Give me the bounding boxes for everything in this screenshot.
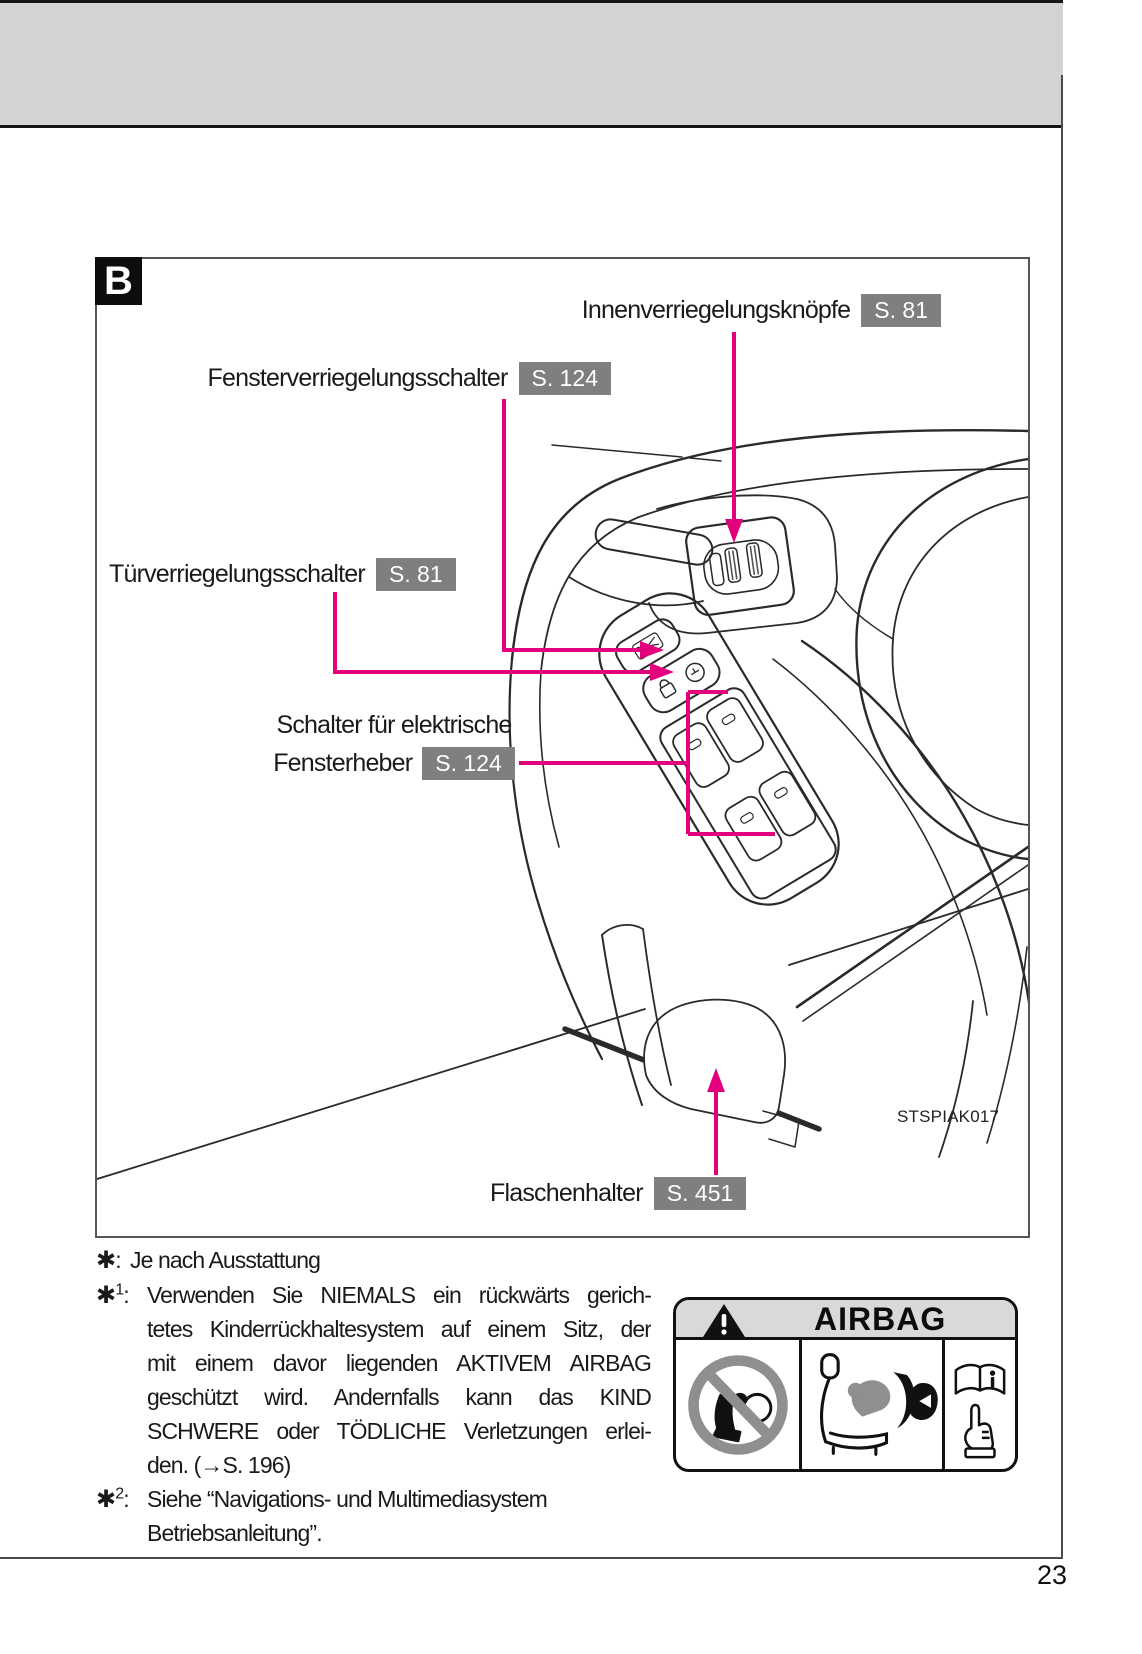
callout-power-window-line2: Fensterheber <box>273 749 413 777</box>
page-ref-badge: S. 81 <box>376 558 456 591</box>
callout-power-window-line1: Schalter für elektrische <box>276 711 512 739</box>
figure-code: STSPIAK017 <box>897 1107 1000 1126</box>
no-rearward-child-seat-icon <box>676 1340 802 1469</box>
chapter-header-band <box>0 0 1063 128</box>
footnote-1-line: Verwenden Sie NIEMALS ein rückwärts gerich- <box>147 1282 651 1308</box>
callout-door-lock <box>109 558 456 591</box>
footnote-1-line: mit einem davor liegenden AKTIVEM AIRBAG <box>147 1350 651 1376</box>
callout-bottle-holder-label: Flaschenhalter <box>490 1179 643 1207</box>
warning-triangle-icon <box>702 1303 746 1339</box>
footnote-1 <box>96 1278 652 1482</box>
page-bottom-border <box>0 1557 1063 1559</box>
footnote-2-line: Siehe “Navigations- und Multimediasystem <box>147 1486 547 1512</box>
page-number: 23 <box>1036 1560 1067 1590</box>
footnote-marker: ✱$^2$: <box>96 1485 129 1513</box>
callout-door-lock-label: Türverriegelungsschalter <box>109 560 365 588</box>
footnote-1-line: geschützt wird. Andernfalls kann das KIND <box>147 1384 651 1410</box>
footnote-2 <box>96 1482 652 1550</box>
callout-inner-lock <box>582 294 941 327</box>
page-right-border <box>1061 75 1063 1559</box>
arrowhead-window-lock <box>640 641 664 659</box>
page-ref-badge: S. 124 <box>519 362 612 395</box>
callout-bottle-holder <box>490 1177 746 1210</box>
bracket-power-window <box>519 692 775 834</box>
page-ref-badge: S. 451 <box>654 1177 747 1210</box>
arrowhead-door-lock <box>650 663 674 681</box>
footnote-2-line: Betriebsanleitung”. <box>147 1520 322 1546</box>
callout-window-lock <box>208 362 611 395</box>
door-interior-illustration <box>97 259 1028 1236</box>
door-panel-figure <box>95 257 1030 1238</box>
footnote-1-line: den. (→S. 196) <box>147 1452 291 1478</box>
owners-manual-pointing-hand-icon <box>945 1340 1015 1469</box>
footnote-equipment <box>96 1243 652 1278</box>
footnote-marker: ✱$^1$: <box>96 1281 129 1309</box>
arrowhead-inner-lock <box>725 519 743 543</box>
callout-power-window <box>266 711 522 780</box>
window-switch-panel <box>583 577 856 922</box>
airbag-label-title: AIRBAG <box>814 1301 947 1337</box>
page-ref-badge: S. 81 <box>861 294 941 327</box>
page-ref-badge: S. 124 <box>422 747 515 780</box>
callout-window-lock-label: Fensterverriegelungsschalter <box>207 364 508 392</box>
airbag-warning-label <box>673 1297 1018 1472</box>
footnote-equipment-text: Je nach Ausstattung <box>130 1247 321 1273</box>
callout-inner-lock-label: Innenverriegelungsknöpfe <box>581 296 851 324</box>
figure-panel-letter: B <box>95 257 142 305</box>
footnote-1-line: tetes Kinderrückhaltesystem auf einem Sitz, der <box>147 1316 651 1342</box>
footnote-marker: ✱: <box>96 1247 121 1274</box>
footnote-1-line: SCHWERE oder TÖDLICHE Verletzungen erlei- <box>147 1418 651 1444</box>
airbag-label-header <box>676 1300 1015 1340</box>
airbag-deployment-impact-icon <box>802 1340 945 1469</box>
footnotes <box>96 1243 652 1550</box>
